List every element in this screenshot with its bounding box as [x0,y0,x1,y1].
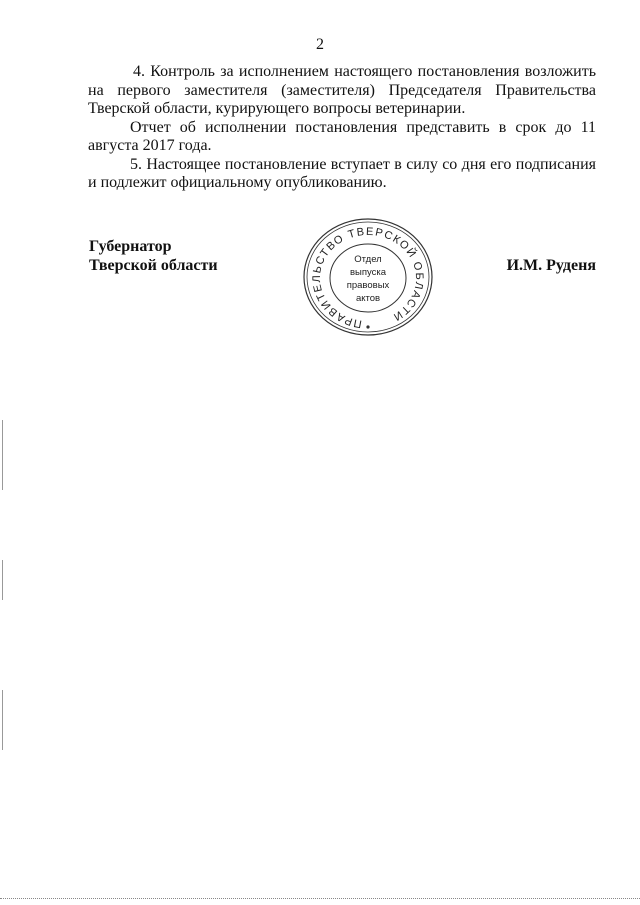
document-body [88,63,596,193]
scan-margin-mark [2,690,3,750]
stamp-seal-icon [301,215,435,339]
stamp-inner-line2: выпуска [349,267,387,278]
paragraph-item-5: 5. Настоящее постановление вступает в силу со дня его подписания и подлежит официальному опубликованию. [88,155,596,191]
stamp-inner-line1: Отдел [354,254,382,265]
page-number: 2 [316,36,324,53]
official-stamp [301,215,435,339]
scan-margin-mark [2,420,3,490]
stamp-ring-text: ПРАВИТЕЛЬСТВО ТВЕРСКОЙ ОБЛАСТИ [310,225,426,330]
scan-bottom-edge [0,898,640,900]
paragraph-item-4: 4. Контроль за исполнением настоящего постановления возложить на первого заместителя (заместителя) Председателя Правительства Тверской области, курирующего вопросы ветеринарии. [88,63,596,117]
signature-position-line1: Губернатор [89,238,172,255]
signature-name: И.М. Руденя [506,257,596,274]
scan-margin-mark [2,560,3,600]
stamp-inner-line3: правовых [346,280,390,291]
paragraph-report-deadline: Отчет об исполнении постановления представить в срок до 11 августа 2017 года. [88,118,596,154]
signature-position [89,237,218,275]
signature-position-line2: Тверской области [89,257,218,274]
stamp-dot-icon [366,325,369,328]
stamp-inner-line4: актов [355,293,381,304]
